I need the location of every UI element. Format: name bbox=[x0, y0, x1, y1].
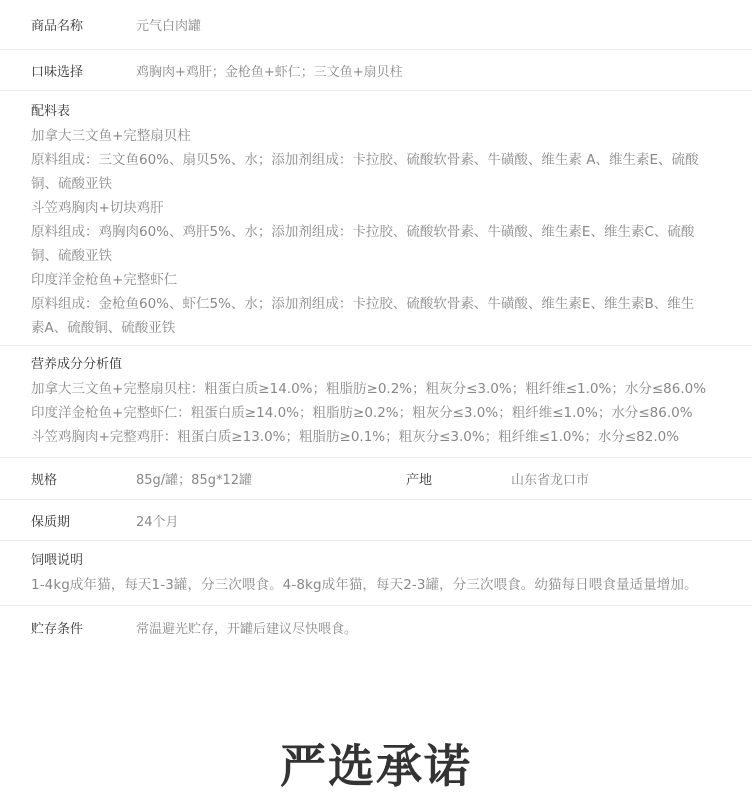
shelf-life-label: 保质期 bbox=[31, 514, 71, 530]
storage-label: 贮存条件 bbox=[31, 621, 84, 637]
ingredients-line: 印度洋金枪鱼+完整虾仁 bbox=[31, 272, 178, 288]
spec-row-storage bbox=[0, 606, 752, 648]
shelf-life-value: 24个月 bbox=[136, 514, 179, 530]
spec-row-size-origin bbox=[0, 458, 752, 500]
nutrition-label: 营养成分分析值 bbox=[31, 357, 123, 372]
spec-row-product-name bbox=[0, 0, 752, 50]
ingredients-line: 原料组成：鸡胸肉60%、鸡肝5%、水；添加剂组成：卡拉胶、硫酸软骨素、牛磺酸、维生素E、维生素C、硫酸 bbox=[31, 224, 695, 240]
product-name-label: 商品名称 bbox=[31, 19, 84, 34]
ingredients-label: 配料表 bbox=[31, 104, 71, 119]
size-label: 规格 bbox=[31, 473, 58, 488]
product-name-value: 元气白肉罐 bbox=[136, 19, 202, 34]
promise-heading: 严选承诺 bbox=[280, 739, 472, 793]
origin-value: 山东省龙口市 bbox=[511, 473, 590, 488]
spec-row-flavor bbox=[0, 50, 752, 91]
size-value: 85g/罐；85g*12罐 bbox=[136, 473, 253, 488]
ingredients-line: 原料组成：三文鱼60%、扇贝5%、水；添加剂组成：卡拉胶、硫酸软骨素、牛磺酸、维生素 A、维生素E、硫酸 bbox=[31, 152, 699, 168]
flavor-label: 口味选择 bbox=[31, 64, 84, 80]
ingredients-line: 铜、硫酸亚铁 bbox=[31, 176, 112, 192]
storage-value: 常温避光贮存，开罐后建议尽快喂食。 bbox=[136, 621, 358, 637]
nutrition-line: 印度洋金枪鱼+完整虾仁：粗蛋白质≥14.0%；粗脂肪≥0.2%；粗灰分≤3.0%；粗纤维≤1.0%；水分≤86.0% bbox=[31, 405, 693, 421]
spec-row-ingredients bbox=[0, 91, 752, 346]
feeding-label: 饲喂说明 bbox=[31, 553, 84, 568]
feeding-line: 1-4kg成年猫，每天1-3罐，分三次喂食。4-8kg成年猫，每天2-3罐，分三次喂食。幼猫每日喂食量适量增加。 bbox=[31, 577, 698, 593]
spec-row-nutrition bbox=[0, 346, 752, 458]
ingredients-line: 原料组成：金枪鱼60%、虾仁5%、水；添加剂组成：卡拉胶、硫酸软骨素、牛磺酸、维生素E、维生素B、维生 bbox=[31, 296, 695, 312]
nutrition-line: 斗笠鸡胸肉+完整鸡肝：粗蛋白质≥13.0%；粗脂肪≥0.1%；粗灰分≤3.0%；粗纤维≤1.0%；水分≤82.0% bbox=[31, 429, 680, 445]
nutrition-line: 加拿大三文鱼+完整扇贝柱：粗蛋白质≥14.0%；粗脂肪≥0.2%；粗灰分≤3.0%；粗纤维≤1.0%；水分≤86.0% bbox=[31, 381, 707, 397]
origin-label: 产地 bbox=[406, 473, 433, 488]
flavor-value: 鸡胸肉+鸡肝；金枪鱼+虾仁；三文鱼+扇贝柱 bbox=[136, 64, 403, 80]
spec-row-feeding bbox=[0, 541, 752, 606]
ingredients-line: 素A、硫酸铜、硫酸亚铁 bbox=[31, 320, 176, 336]
ingredients-line: 铜、硫酸亚铁 bbox=[31, 248, 112, 264]
spec-row-shelf-life bbox=[0, 500, 752, 541]
ingredients-line: 斗笠鸡胸肉+切块鸡肝 bbox=[31, 200, 164, 216]
ingredients-line: 加拿大三文鱼+完整扇贝柱 bbox=[31, 128, 191, 144]
